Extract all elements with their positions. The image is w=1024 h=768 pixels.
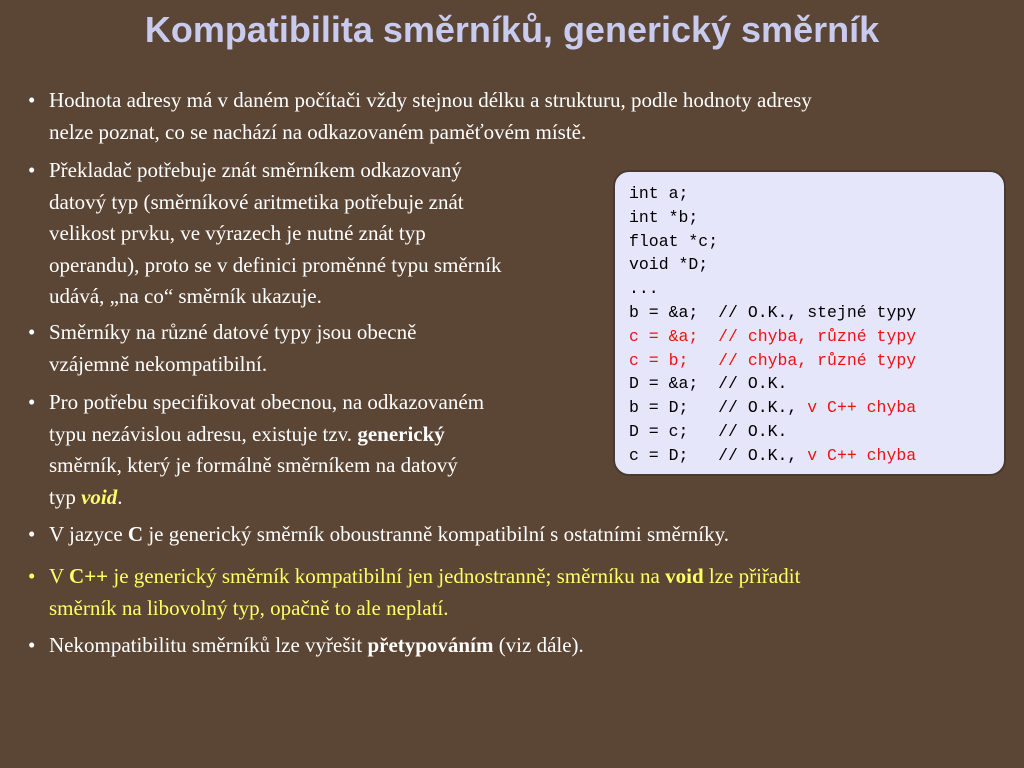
bullet-dot: • — [28, 522, 36, 546]
bullet-line: směrník, který je formálně směrníkem na datový — [49, 453, 458, 477]
code-line — [629, 444, 1004, 468]
slide-title: Kompatibilita směrníků, generický směrník — [144, 9, 880, 50]
code-line: void *D; — [629, 255, 709, 275]
bullet-line — [49, 482, 619, 514]
cpp-error-note: v C++ chyba — [807, 445, 917, 465]
code-example-box — [613, 170, 1006, 476]
bullet-line: Pro potřebu specifikovat obecnou, na odkazovaném — [49, 390, 485, 414]
bullet-line: udává, „na co“ směrník ukazuje. — [49, 284, 322, 308]
void-keyword: void — [81, 484, 118, 509]
bullet-text — [49, 519, 1019, 551]
bullet-text — [49, 85, 1024, 148]
code-line: int *b; — [629, 207, 699, 227]
bullet-text — [49, 317, 619, 380]
bullet-line — [49, 519, 1019, 551]
bullet-text — [49, 387, 619, 513]
bullet-text-part: je generický směrník oboustranně kompatibilní s ostatními směrníky. — [143, 522, 730, 546]
code-line — [629, 396, 1004, 420]
code-text: c = D; // O.K., — [629, 445, 808, 465]
void-keyword: void — [665, 564, 704, 588]
bullet-text-part: V — [49, 564, 70, 588]
bullet-dot: • — [28, 564, 36, 588]
code-line-error: c = b; // chyba, různé typy — [629, 350, 917, 370]
bullet-dot: • — [28, 633, 36, 657]
bullet-line: směrník na libovolný typ, opačně to ale neplatí. — [49, 595, 449, 620]
generic-term: generický — [357, 421, 445, 446]
bullet-text — [49, 155, 619, 313]
bullet-line: Překladač potřebuje znát směrníkem odkazovaný — [49, 158, 462, 182]
bullet-line: Hodnota adresy má v daném počítači vždy stejnou délku a strukturu, podle hodnoty adresy — [49, 88, 812, 112]
bullet-line: vzájemně nekompatibilní. — [49, 351, 268, 376]
bullet-line: velikost prvku, ve výrazech je nutné znát typ — [49, 221, 426, 245]
code-line: D = c; // O.K. — [629, 421, 788, 441]
bullet-dot: • — [28, 158, 36, 182]
bullet-line — [49, 419, 619, 451]
bullet-text-part: V jazyce — [49, 522, 128, 546]
bullet-line — [49, 561, 1024, 593]
code-line: int a; — [629, 184, 689, 203]
bullet-text-part: je generický směrník kompatibilní jen jednostranně; směrníku na — [108, 564, 666, 588]
cpp-language-term: C++ — [69, 564, 109, 588]
bullet-text — [49, 630, 1019, 662]
code-line-error: c = &a; // chyba, různé typy — [629, 326, 917, 346]
cpp-error-note: v C++ chyba — [807, 398, 917, 418]
bullet-line: operandu), proto se v definici proměnné typu směrník — [49, 252, 502, 277]
bullet-text — [49, 561, 1024, 624]
bullet-line: Směrníky na různé datové typy jsou obecně — [49, 320, 417, 344]
bullet-dot: • — [28, 320, 36, 344]
bullet-text-part: lze přiřadit — [703, 564, 801, 588]
casting-term: přetypováním — [367, 633, 494, 657]
code-text: b = D; // O.K., — [629, 398, 808, 418]
bullet-text-part: Nekompatibilitu směrníků lze vyřešit — [49, 633, 368, 657]
code-line: b = &a; // O.K., stejné typy — [629, 302, 917, 322]
bullet-text-part: typ — [49, 484, 82, 509]
code-line: float *c; — [629, 231, 719, 251]
bullet-line — [49, 630, 1019, 662]
bullet-text-part: typu nezávislou adresu, existuje tzv. — [49, 421, 358, 446]
bullet-line: datový typ (směrníkové aritmetika potřebuje znát — [49, 189, 464, 214]
bullet-dot: • — [28, 390, 36, 414]
bullet-line: nelze poznat, co se nachází na odkazovaném paměťovém místě. — [49, 119, 587, 144]
bullet-text-part: (viz dále). — [493, 633, 584, 657]
bullet-dot: • — [28, 88, 36, 112]
c-language-term: C — [127, 522, 144, 546]
code-line: ... — [629, 279, 659, 299]
bullet-text-part: . — [117, 484, 123, 509]
code-line: D = &a; // O.K. — [629, 374, 788, 394]
